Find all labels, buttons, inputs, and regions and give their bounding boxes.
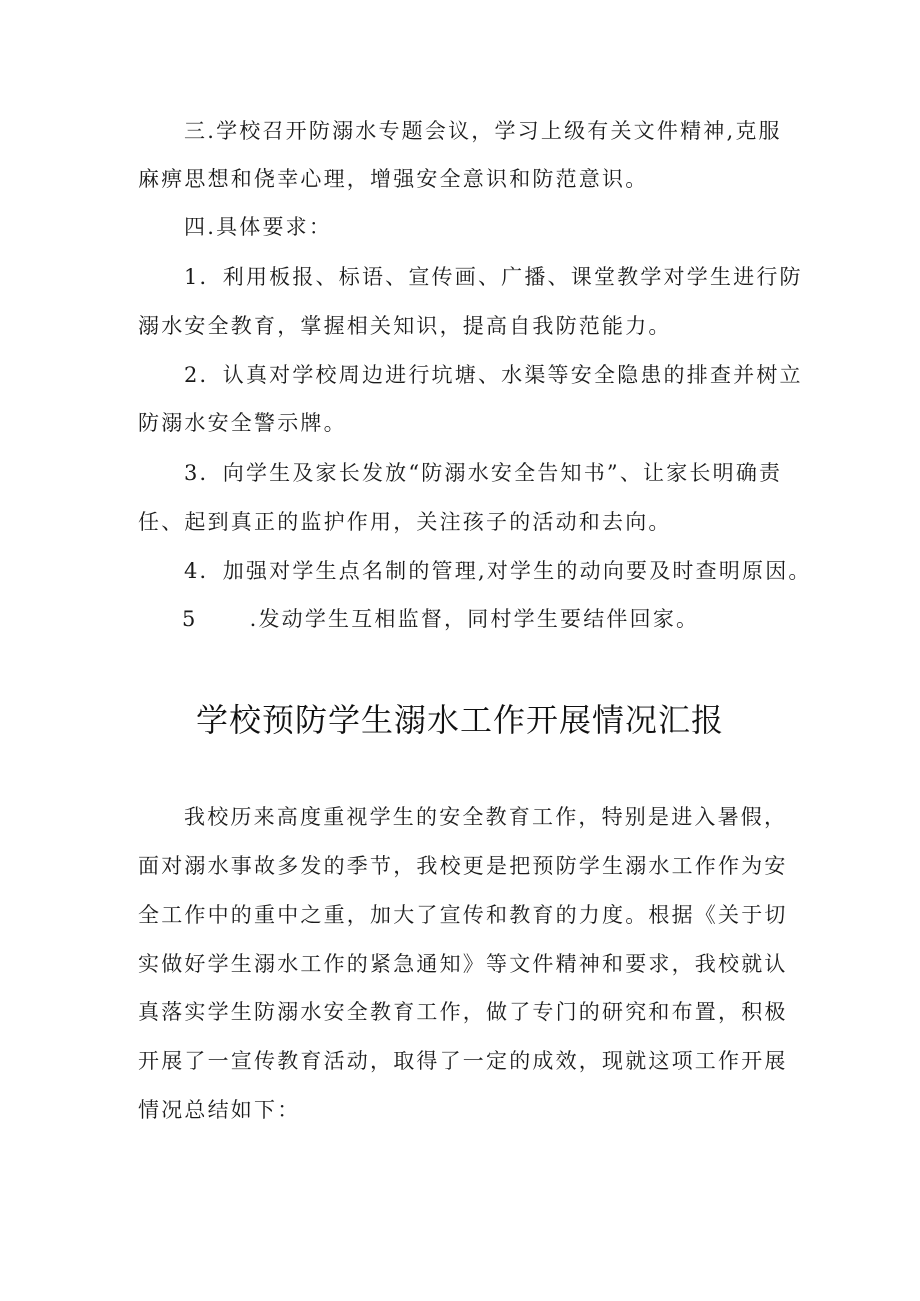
report-paragraph-line-3: 全工作中的重中之重，加大了宣传和教育的力度。根据《关于切	[138, 903, 788, 927]
item-4-line-1: 4．加强对学生点名制的管理,对学生的动向要及时查明原因。	[184, 559, 812, 583]
item-3-line-2: 任、起到真正的监护作用，关注孩子的活动和去向。	[138, 510, 672, 534]
report-paragraph-line-2: 面对溺水事故多发的季节，我校更是把预防学生溺水工作作为安	[138, 854, 788, 878]
report-paragraph-line-5: 真落实学生防溺水安全教育工作，做了专门的研究和布置，积极	[138, 1000, 788, 1024]
item-5-text: .发动学生互相监督，同村学生要结伴回家。	[249, 607, 700, 631]
report-paragraph-line-1: 我校历来高度重视学生的安全教育工作，特别是进入暑假，	[184, 805, 788, 829]
report-paragraph-line-6: 开展了一宣传教育活动，取得了一定的成效，现就这项工作开展	[138, 1049, 788, 1073]
section-three-line-1: 三.学校召开防溺水专题会议，学习上级有关文件精神,克服	[184, 119, 782, 143]
report-title: 学校预防学生溺水工作开展情况汇报	[195, 701, 724, 739]
report-paragraph-line-4: 实做好学生溺水工作的紧急通知》等文件精神和要求，我校就认	[138, 952, 788, 976]
item-1-line-1: 1．利用板报、标语、宣传画、广播、课堂教学对学生进行防	[184, 265, 803, 289]
report-paragraph-line-7: 情况总结如下：	[138, 1098, 301, 1122]
section-three-line-2: 麻痹思想和侥幸心理，增强安全意识和防范意识。	[138, 167, 649, 191]
item-3-line-1: 3．向学生及家长发放“防溺水安全告知书”、让家长明确责	[184, 461, 783, 485]
section-four-heading: 四.具体要求：	[184, 215, 333, 239]
item-5-line	[182, 604, 699, 634]
item-2-line-1: 2．认真对学校周边进行坑塘、水渠等安全隐患的排查并树立	[184, 363, 803, 387]
item-5-number: 5	[182, 607, 198, 631]
item-2-line-2: 防溺水安全警示牌。	[138, 411, 347, 435]
item-1-line-2: 溺水安全教育，掌握相关知识，提高自我防范能力。	[138, 314, 672, 338]
